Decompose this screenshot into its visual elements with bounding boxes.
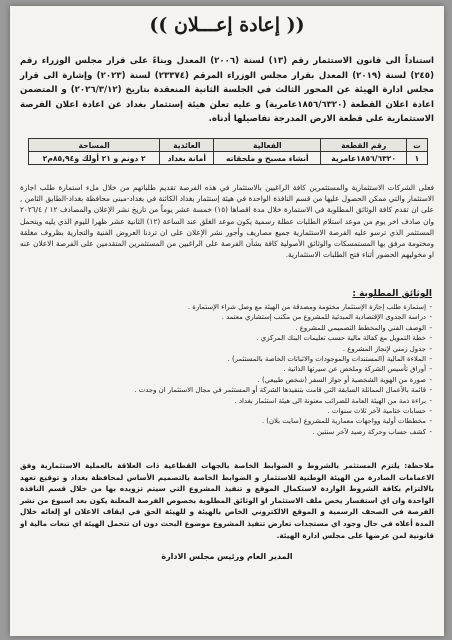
table-header-activity: الفعالية: [214, 139, 321, 152]
list-item: - صورة من الهوية الشخصية أو جواز السفر (شخص طبيعي) .: [30, 375, 432, 385]
table-header-row: [29, 139, 428, 152]
table-cell-area: ٢ دونم و ٢١ أولك و٨٥,٩٤م٢: [29, 152, 160, 165]
table-cell-activity: أنشاء مسبح و ملحقاته: [214, 152, 321, 165]
required-documents-heading: الوثائق المطلوبة :: [352, 289, 432, 299]
list-item: - خطة التمويل مع كفالة مالية حسب تعليمات البنك المركزي .: [30, 333, 432, 343]
list-item: - إستمارة طلب إجازة الإستثمار مختومة ومصدقة من الهيئة مع وصل شراء الإستمارة .: [30, 302, 432, 312]
table-cell-index: ١: [407, 152, 428, 165]
table-header-index: ت: [407, 139, 428, 152]
list-item: - حسابات ختامية لآخر ثلاث سنوات .: [30, 406, 432, 416]
list-item: - مخططات أولية وواجهات معمارية للمشروع (سايت بلان) .: [30, 416, 432, 426]
list-item: - دراسة الجدوى الإقتصادية المبدئية للمشروع من مكتب إستشاري معتمد .: [30, 312, 432, 322]
list-item: - أوراق تأسيس الشركة وملخص عن سيرتها الذاتية .: [30, 364, 432, 374]
list-item: - براءة ذمة من الهيئة العامة للضرائب معنونة الى هيئة استثمار بغداد .: [30, 396, 432, 406]
note-paragraph: ملاحظة: يلتزم المستثمر بالشروط و الضوابط الخاصة بالجهات القطاعية ذات العلاقة بالعملية الاستثمارية وفق الاعمامات الصادرة من الهيئة الوطنية للاستثمار و الضوابط الخاصة بالتصميم الأساس لمحافظة بغداد و توقيع تعهد بالالتزام بكافة الشروط الواردة لاستكمال الموقع و تنفيذ المشروع التي سيتم تزويده بها من خلال قسم النافذة الواحدة وان اي استفسار يخص ملف الاستثمار او الوثائق المطلوبة بخصوص الفرصة المعلنة يكون بعد اسبوع من نشر الفرصة في الصحف الرسمية و الموقع الالكتروني الخاص بالهيئة و للهيئة الحق في ايقاف الاعلان او إلغائه خلال المدة أعلاه في حال وجود اي مستجدات تعارض تنفيذ المشروع موضوع البحث دون ان تتحمل الهيئة اي تبعات مالية او قانونية لمن عرضها على مجلس ادارة الهيئة.: [20, 461, 434, 540]
table-row: [29, 152, 428, 165]
list-item: - كشف حساب وحركة رصيد لآخر سنتين .: [30, 427, 432, 437]
list-item: - قائمة بالأعمال المماثلة السابقة التي قامت بتنفيذها الشركة أو المستثمر في مجال الاستثمار ان وجدت .: [30, 385, 432, 395]
table-cell-ownership: أمانة بغداد: [160, 152, 214, 165]
announcement-page: [10, 6, 444, 636]
table-cell-plot-number: ١٨٥٦/٦٣٢٠عامرية: [321, 152, 407, 165]
submission-paragraph: فعلى الشركات الاستثمارية والمستثمرين كافة الراغبين بالاستثمار في هذه الفرصة تقديم طلباتهم من خلال ملء استمارة طلب اجازة الاستثمار والتي ممكن الحصول عليها من قسم النافذة الواحدة في هيئة إستثمار بغداد الكائنة في بغداد-مبنى محافظة بغداد-الطابق الثامن , على ان تقدم كافة الوثائق المطلوبة في الاستمارة خلال مدة اقصاها (١٥) خمسة عشر يوماً من تاريخ نشر الإعلان والمصادف ١٢ / ٢٠٢٦/٤ وان صادف اخر يوم من موعد استلام الطلبات عطلة رسمية يكون موعد الغلق عند الساعة (١٢) الثانية عشر ظهرا لليوم الذي يليه ويتحمل المستثمر الذي ترسو عليه الفرصة الاستثمارية جميع مصاريف وأجور نشر الإعلان على ان تردنا العروض الفنية والتجارية بظروف مغلقة ومختومة مرفق بها المستمسكات والوثائق الأصولية كافة بشأن الفرصة على الراغبين من المستثمرين المتقدمين على الفرصة الاعلان عنه او مخوليهم الحضور أثناء فتح الطلبات الاستثمارية.: [20, 183, 434, 260]
table-header-ownership: العائدية: [160, 139, 214, 152]
signature-line: المدير العام ورئيس مجلس الادارة: [161, 552, 293, 561]
list-item: - الوصف الفني والمخطط التصميمي للمشروع .: [30, 323, 432, 333]
plot-table: [28, 138, 428, 165]
table-header-plot-number: رقم القطعة: [321, 139, 407, 152]
intro-paragraph: استناداً الى قانون الاستثمار رقم (١٣) لسنة (٢٠٠٦) المعدل وبناءً على قرار مجلس الوزراء رقم (٢٤٥) لسنة (٢٠١٩) المعدل بقرار مجلس الوزراء المرقم (٢٣٣٧٤) لسنة (٢٠٢٣) وإشارة الى قرار مجلس ادارة الهيئة عن المحور الثالث في الجلسة الثانية المنعقدة بتاريخ (٢٠٢٦/٣/١٢) و المتضمن اعادة اعلان القطعة (١٨٥٦/٦٣٢٠عامرية) و عليه تعلن هيئة إستثمار بغداد عن اعادة اعلان الفرصة الاستثمارية على قطعة الارض المدرجة تفاصيلها أدناه.: [20, 56, 434, 124]
table-header-area: المساحة: [29, 139, 160, 152]
required-documents-list: [30, 302, 432, 437]
list-item: - جدول زمني لإنجاز المشروع .: [30, 344, 432, 354]
list-item: - الملاءة المالية (المستندات والموجودات والاثباتات الخاصة بالمستثمر) .: [30, 354, 432, 364]
page-title: (( إعادة إعـــلان )): [149, 14, 305, 36]
